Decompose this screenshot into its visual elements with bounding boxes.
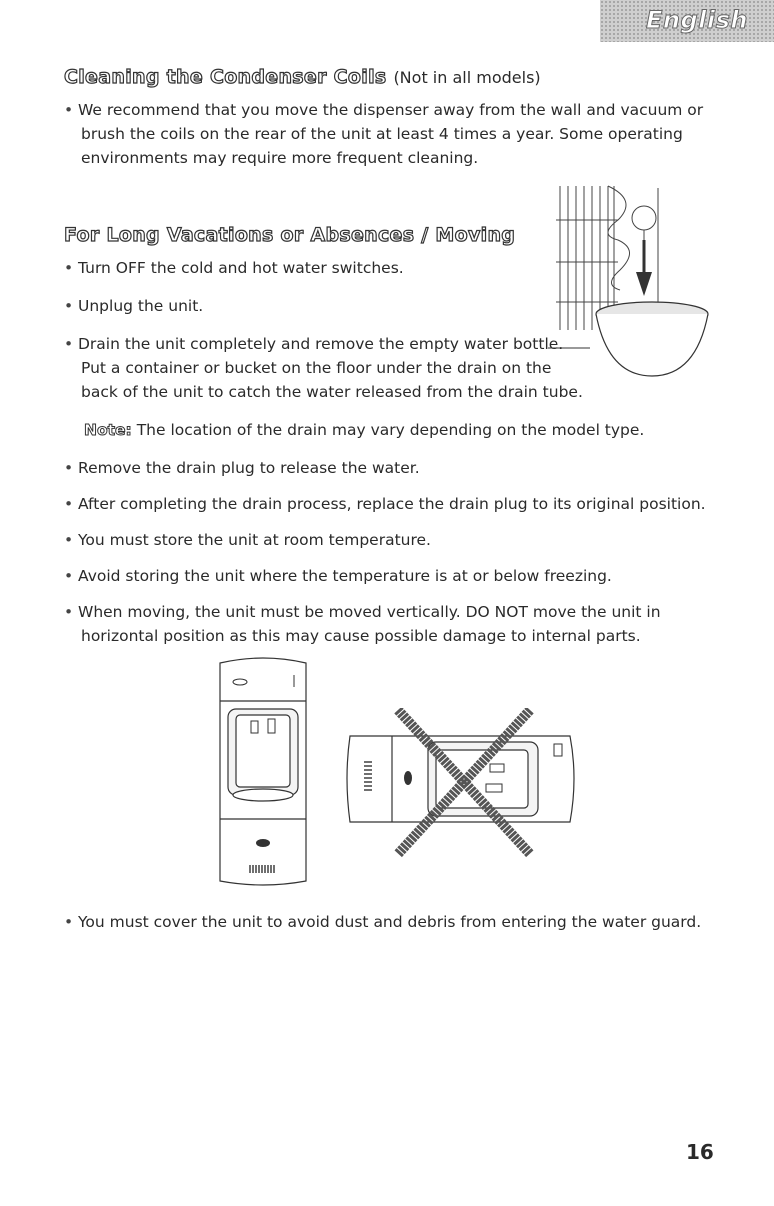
bullet-icon: •: [64, 495, 74, 513]
bullet-icon: •: [64, 297, 74, 315]
bullet-icon: •: [64, 259, 74, 277]
page-number: 16: [686, 1140, 714, 1164]
bullet-item: [64, 910, 701, 934]
bullet-icon: •: [64, 459, 74, 477]
text-line: horizontal position as this may cause possible damage to internal parts.: [81, 627, 641, 645]
section-title-text: Cleaning the Condenser Coils: [64, 66, 387, 88]
bullet-icon: •: [64, 335, 74, 353]
condenser-paragraph: [64, 98, 703, 170]
text-line: Put a container or bucket on the floor under the drain on the: [81, 359, 552, 377]
text-line: Turn OFF the cold and hot water switches.: [78, 259, 404, 277]
text-line: Drain the unit completely and remove the empty water bottle.: [78, 335, 564, 353]
text-line: We recommend that you move the dispenser away from the wall and vacuum or: [78, 101, 704, 119]
section-title-vacations: [64, 224, 515, 246]
text-line: You must store the unit at room temperature.: [78, 531, 431, 549]
language-tab: [600, 0, 774, 42]
text-line: Avoid storing the unit where the temperature is at or below freezing.: [78, 567, 612, 585]
note-label: Note:: [84, 421, 132, 439]
bullet-item: [64, 256, 404, 280]
text-line: Remove the drain plug to release the water.: [78, 459, 420, 477]
bullet-icon: •: [64, 603, 74, 621]
bullet-item: [64, 294, 203, 318]
drain-illustration: [548, 180, 718, 390]
bullet-item: [64, 564, 612, 588]
bullet-item: [64, 600, 661, 648]
note-text: The location of the drain may vary depending on the model type.: [136, 421, 645, 439]
section-title-condenser: [64, 66, 541, 88]
bullet-icon: •: [64, 567, 74, 585]
text-line: When moving, the unit must be moved vertically. DO NOT move the unit in: [78, 603, 661, 621]
text-line: back of the unit to catch the water released from the drain tube.: [81, 383, 583, 401]
bullet-item: [64, 456, 420, 480]
bullet-item: [64, 528, 431, 552]
text-line: You must cover the unit to avoid dust and debris from entering the water guard.: [78, 913, 702, 931]
text-line: After completing the drain process, replace the drain plug to its original position.: [78, 495, 706, 513]
horizontal-dispenser-crossed-illustration: [340, 708, 586, 864]
upright-dispenser-illustration: [206, 655, 320, 891]
section-subtitle: (Not in all models): [393, 68, 541, 87]
text-line: environments may require more frequent cleaning.: [81, 149, 479, 167]
bullet-icon: •: [64, 101, 74, 119]
bullet-icon: •: [64, 531, 74, 549]
bullet-item: [64, 492, 706, 516]
text-line: brush the coils on the rear of the unit at least 4 times a year. Some operating: [81, 125, 683, 143]
text-line: Unplug the unit.: [78, 297, 204, 315]
section-title-text: For Long Vacations or Absences / Moving: [64, 224, 516, 246]
note: [84, 418, 644, 442]
bullet-item: [64, 332, 583, 404]
bullet-icon: •: [64, 913, 74, 931]
language-label: English: [646, 6, 748, 34]
